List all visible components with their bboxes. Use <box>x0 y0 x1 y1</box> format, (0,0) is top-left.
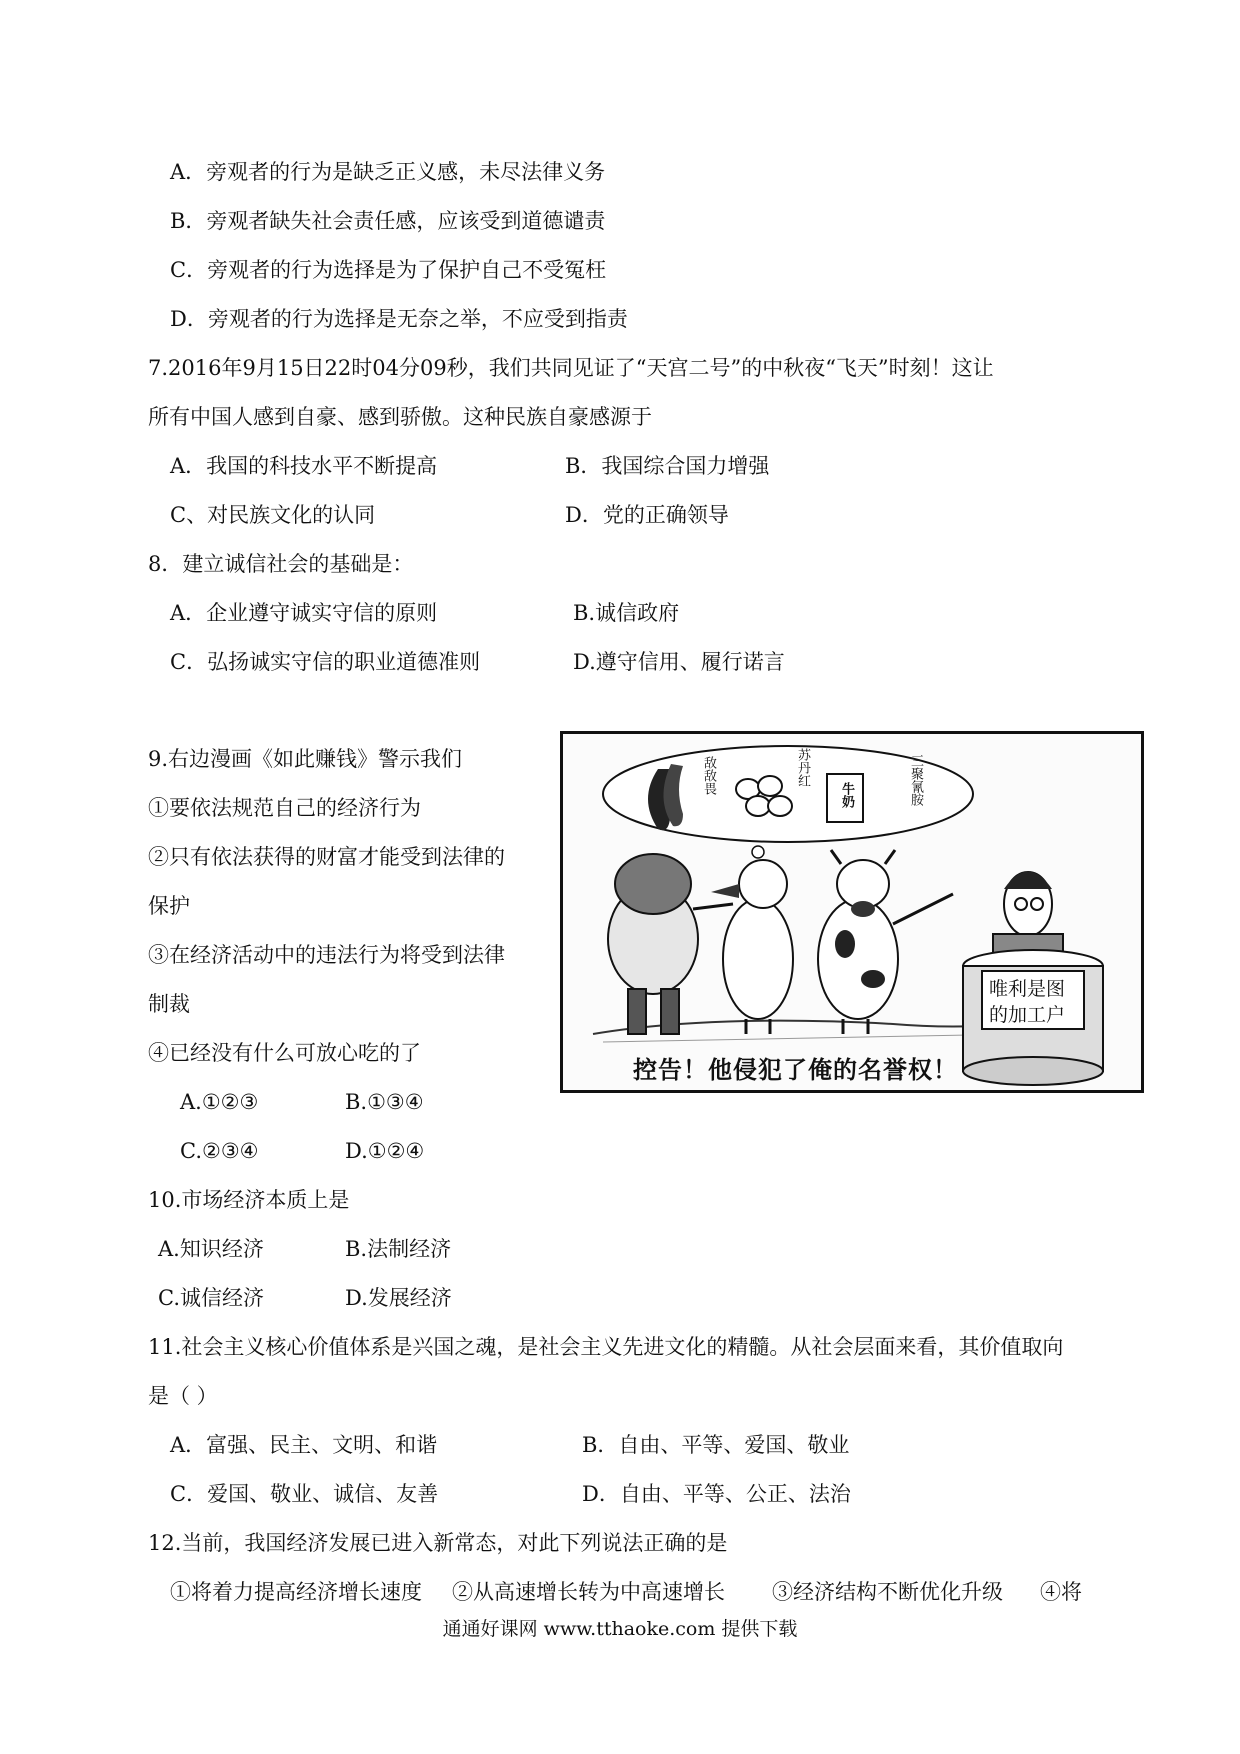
q7-option-d: D．党的正确领导 <box>565 503 729 527</box>
q8-stem: 8．建立诚信社会的基础是： <box>148 552 414 576</box>
q9-item-1: ①要依法规范自己的经济行为 <box>148 796 421 820</box>
q11-option-a: A．富强、民主、文明、和谐 <box>170 1433 438 1457</box>
q6-option-c: C．旁观者的行为选择是为了保护自己不受冤枉 <box>170 258 607 282</box>
q9-item-3: ③在经济活动中的违法行为将受到法律 <box>148 943 505 967</box>
q11-stem-line1: 11.社会主义核心价值体系是兴国之魂，是社会主义先进文化的精髓。从社会层面来看，其价值取向 <box>148 1335 1064 1359</box>
q9-option-a: A.①②③ <box>180 1090 259 1114</box>
barrel-sign-line1: 唯利是图 <box>989 978 1066 1000</box>
q7-option-a: A．我国的科技水平不断提高 <box>170 454 438 478</box>
q11-stem-line2: 是（ ） <box>148 1384 218 1408</box>
q11-option-c: C．爱国、敬业、诚信、友善 <box>170 1482 439 1506</box>
q9-item-2: ②只有依法获得的财富才能受到法律的 <box>148 845 505 869</box>
cartoon-caption: 控告！他侵犯了俺的名誉权！ <box>633 1056 958 1084</box>
q9-option-b: B.①③④ <box>345 1090 424 1114</box>
q9-item-3-cont: 制裁 <box>148 992 190 1016</box>
q9-option-c: C.②③④ <box>180 1139 259 1163</box>
bubble-label-dichlorvos: 敌敌畏 <box>701 756 716 795</box>
q8-option-b: B.诚信政府 <box>573 601 680 625</box>
q8-option-d: D.遵守信用、履行诺言 <box>573 650 785 674</box>
q7-option-c: C、对民族文化的认同 <box>170 503 376 527</box>
bubble-label-melamine: 三聚氰胺 <box>908 754 923 806</box>
cartoon-illustration <box>560 731 1144 1093</box>
q7-option-b: B．我国综合国力增强 <box>565 454 770 478</box>
q10-option-a: A.知识经济 <box>158 1237 264 1261</box>
q9-item-2-cont: 保护 <box>148 894 190 918</box>
q10-option-c: C.诚信经济 <box>158 1286 264 1310</box>
q9-stem: 9.右边漫画《如此赚钱》警示我们 <box>148 747 463 771</box>
q11-option-d: D．自由、平等、公正、法治 <box>582 1482 851 1506</box>
q9-option-d: D.①②④ <box>345 1139 425 1163</box>
bubble-label-sudan-red: 苏丹红 <box>795 748 810 787</box>
q6-option-b: B．旁观者缺失社会责任感，应该受到道德谴责 <box>170 209 606 233</box>
q10-option-d: D.发展经济 <box>345 1286 452 1310</box>
q7-stem-line2: 所有中国人感到自豪、感到骄傲。这种民族自豪感源于 <box>148 405 652 429</box>
barrel-sign <box>981 970 1085 1030</box>
q12-item-2: ②从高速增长转为中高速增长 <box>452 1580 725 1604</box>
bubble-label-milk: 牛奶 <box>839 782 854 808</box>
q6-option-d: D．旁观者的行为选择是无奈之举，不应受到指责 <box>170 307 628 331</box>
barrel-sign-line2: 的加工户 <box>989 1004 1066 1026</box>
q12-item-3: ③经济结构不断优化升级 <box>772 1580 1003 1604</box>
q12-item-4: ④将 <box>1040 1580 1082 1604</box>
q8-option-a: A．企业遵守诚实守信的原则 <box>170 601 438 625</box>
q7-stem-line1: 7.2016年9月15日22时04分09秒，我们共同见证了“天宫二号”的中秋夜“飞天”时刻！这让 <box>148 356 994 380</box>
q9-item-4: ④已经没有什么可放心吃的了 <box>148 1041 421 1065</box>
page-footer: 通通好课网 www.tthaoke.com 提供下载 <box>442 1618 798 1640</box>
q8-option-c: C．弘扬诚实守信的职业道德准则 <box>170 650 481 674</box>
q12-stem: 12.当前，我国经济发展已进入新常态，对此下列说法正确的是 <box>148 1531 728 1555</box>
q12-item-1: ①将着力提高经济增长速度 <box>170 1580 422 1604</box>
q11-option-b: B．自由、平等、爱国、敬业 <box>582 1433 850 1457</box>
q10-stem: 10.市场经济本质上是 <box>148 1188 350 1212</box>
q10-option-b: B.法制经济 <box>345 1237 452 1261</box>
q6-option-a: A．旁观者的行为是缺乏正义感，未尽法律义务 <box>170 160 606 184</box>
